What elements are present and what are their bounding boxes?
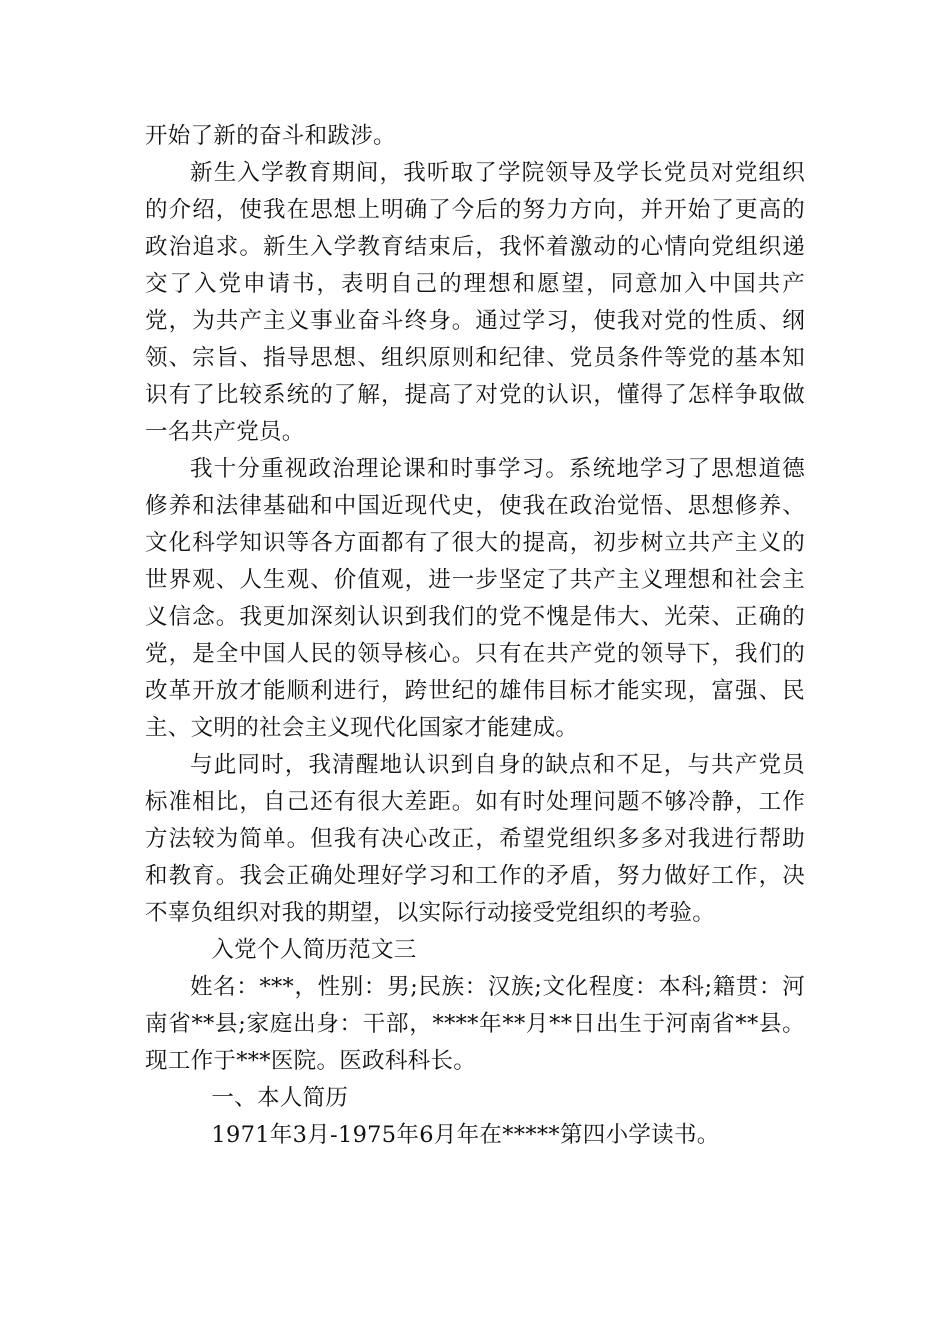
paragraph-self-reflection: 与此同时，我清醒地认识到自身的缺点和不足，与共产党员标准相比，自己还有很大差距。如有时处理问题不够冷静，工作方法较为简单。但我有决心改正，希望党组织多多对我进行帮助和教育。我会正确处理好学习和工作的矛盾，努力做好工作，决不辜负组织对我的期望，以实际行动接受党组织的考验。 — [145, 752, 805, 926]
paragraph-continuation: 开始了新的奋斗和跋涉。 — [145, 123, 396, 149]
section-heading-resume: 一、本人简历 — [211, 1085, 349, 1111]
paragraph-political-study: 我十分重视政治理论课和时事学习。系统地学习了思想道德修养和法律基础和中国近现代史，使我在政治觉悟、思想修养、文化科学知识等各方面都有了很大的提高，初步树立共产主义的世界观、人生观、价值观，进一步坚定了共产主义理想和社会主义信念。我更加深刻认识到我们的党不愧是伟大、光荣、正确的党，是全中国人民的领导核心。只有在共产党的领导下，我们的改革开放才能顺利进行，跨世纪的雄伟目标才能实现，富强、民主、文明的社会主义现代化国家才能建成。 — [145, 456, 805, 741]
paragraph-personal-info: 姓名：***，性别：男;民族：汉族;文化程度：本科;籍贯：河南省**县;家庭出身：干部，****年**月**日出生于河南省**县。现工作于***医院。医政科科长。 — [145, 974, 805, 1074]
resume-entry: 1971年3月-1975年6月年在*****第四小学读书。 — [211, 1122, 720, 1148]
section-heading-sample-three: 入党个人简历范文三 — [211, 937, 417, 963]
document-body — [145, 118, 805, 1154]
paragraph-orientation: 新生入学教育期间，我听取了学院领导及学长党员对党组织的介绍，使我在思想上明确了今后的努力方向，并开始了更高的政治追求。新生入学教育结束后，我怀着激动的心情向党组织递交了入党申请书，表明自己的理想和愿望，同意加入中国共产党，为共产主义事业奋斗终身。通过学习，使我对党的性质、纲领、宗旨、指导思想、组织原则和纪律、党员条件等党的基本知识有了比较系统的了解，提高了对党的认识，懂得了怎样争取做一名共产党员。 — [145, 160, 805, 445]
